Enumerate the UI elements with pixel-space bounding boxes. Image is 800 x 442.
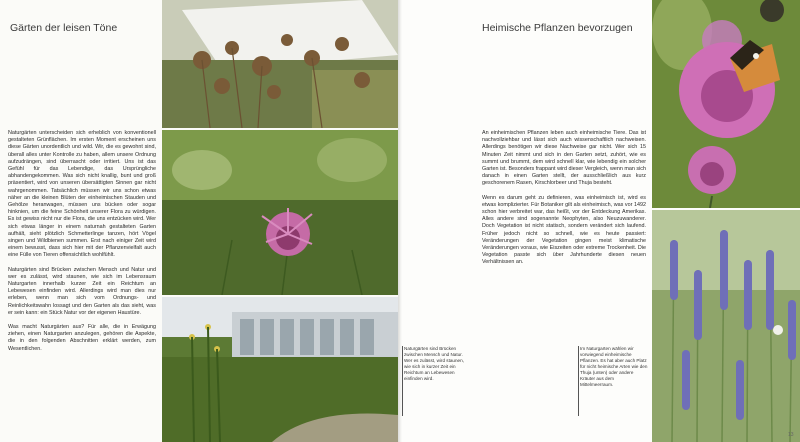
page-number: 13	[788, 432, 794, 438]
photo-garden-building	[162, 297, 398, 442]
right-paragraph-1: An einheimischen Pflanzen leben auch einheimische Tiere. Das ist nachvollziehbar und lässt sich auch wissenschaftlich nachweisen. Allerdings benötigen wir diese Nachweise gar nicht. Wer sich 15 Minuten Zeit nimmt und sich in den Garten setzt, zuhört, wie es summt und brummt, dem wird schnell klar, wie lebendig ein solcher Garten ist. Besonders frappant wird dieser Vergleich, wenn man sich danach in einen Garten stellt, der ausschließlich aus kurz geschorenem Rasen, Kirschlorbeer und Thuja besteht.	[482, 130, 646, 187]
left-page-heading: Gärten der leisen Töne	[10, 22, 118, 34]
photo-seed-heads	[162, 0, 398, 128]
left-paragraph-2: Naturgärten sind Brücken zwischen Mensch und Natur und wer es zulässt, wird staunen, wie sich im Lebensraum Naturgarten innerhalb kurzer Zeit ein Reichtum an Lebewesen einfinden wird. Allerdings wird man dies nur erleben, wenn man sich vom Ordnungs- und Reinlichkeitswahn lossagt und den Garten als das sieht, was er sein kann: ein Stück Natur vor der eigenen Haustüre.	[8, 266, 156, 316]
right-page-body	[482, 130, 646, 274]
left-caption-rule	[402, 346, 403, 416]
left-image-caption: Naturgärten sind Brücken zwischen Mensch und Natur. Wer es zulässt, wird staunen, wie sich in kurzer Zeit ein Reichtum an Lebewesen einfinden wird.	[404, 346, 464, 381]
right-image-caption: Im Naturgarten wählen wir vorwiegend einheimische Pflanzen. Es hat aber auch Platz für nicht heimische Arten wie den Thuja (unten) oder andere Kräuter aus dem Mittelmeerraum.	[580, 346, 648, 387]
book-gutter	[398, 0, 402, 442]
left-paragraph-3: Was macht Naturgärten aus? Für alle, die in Erwägung ziehen, einen Naturgarten anzulegen, gehören die Aspekte, die in den folgenden Abschnitten erklärt werden, zum Wesentlichen.	[8, 324, 156, 352]
right-paragraph-2: Wenn es darum geht zu definieren, was einheimisch ist, wird es etwas komplizierter. Für Botaniker gilt als einheimisch, was vor 1492 schon hier verbreitet war, das heißt, vor der Entdeckung Amerikas. Alles andere sind sogenannte Neophyten, also Neuzuwanderer. Doch Vegetation ist nicht statisch, sondern verändert sich laufend. Früher jedoch nicht so schnell, wie es heute passiert: Veränderungen der Vegetation gingen meist klimatische Veränderungen voraus, wie Eiszeiten oder extreme Trockenheit. Die Vegetation passte sich über Jahrhunderte diesen neuen Verhältnissen an.	[482, 194, 646, 266]
photo-lavender	[652, 210, 800, 442]
photo-knapweed	[162, 130, 398, 295]
left-paragraph-1: Naturgärten unterscheiden sich erheblich von konventionell gestalteten Grünflächen. Im ersten Moment erscheinen uns diese Gärten unordentlich und wild. Wir, die es gewohnt sind, überall alles unter Kontrolle zu haben, allem unsere Ordnung aufzudrängen, sind überrascht oder irritiert. Uns ist das Gefühl für das Lebendige, das Ursprüngliche abhandengekommen. Was sich nicht knallig, bunt und groß präsentiert, wird von unseren übersättigten Sinnen gar nicht wahrgenommen. Tatsächlich müssen wir uns schon etwas näher an die kleinen Blüten der einheimischen Stauden und Gehölze heranwagen, müssen uns bücken oder sogar hinknien, um die feine Schönheit unserer Flora zu würdigen. Es ist gewiss nicht nur die Flora, die uns entzücken wird. Wer sich etwas länger in einem naturnah gestalteten Garten aufhält, sieht plötzlich Schmetterlinge tanzen, hört Vögel singen und Wildbienen summen. Erst nach einiger Zeit wird einem bewusst, dass sich hier mit der Pflanzenvielfalt auch eine Fülle von Tieren offensichtlich wohlfühlt.	[8, 130, 156, 259]
right-caption-rule	[578, 346, 579, 416]
photo-butterfly	[652, 0, 800, 208]
right-page-heading: Heimische Pflanzen bevorzugen	[482, 22, 633, 34]
left-page-body	[8, 130, 156, 360]
